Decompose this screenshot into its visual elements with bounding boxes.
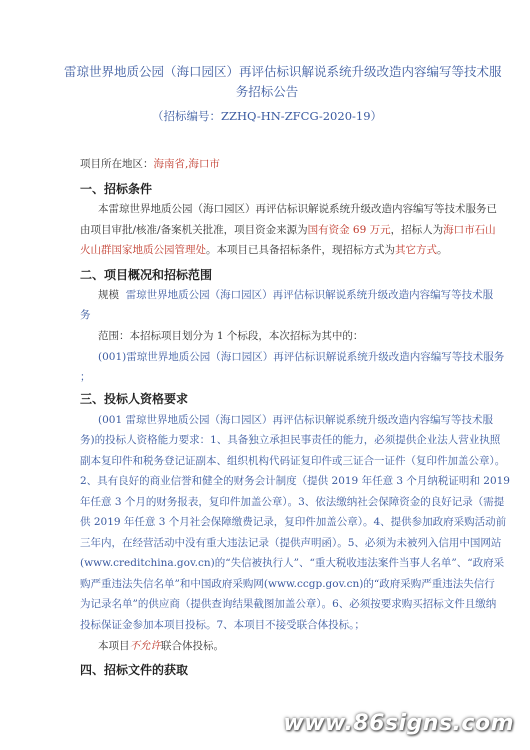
qualification-line: 购严重违法失信名单”和中国政府采购网(www.ccgp.gov.cn)的“政府采购严重违法失信行 (80, 578, 495, 590)
location-label: 项目所在地区： (80, 158, 154, 170)
title-line-1: 雷琼世界地质公园（海口园区）再评估标识解说系统升级改造内容编写等技术服 (64, 64, 502, 79)
tenderer: 海口市石山 (443, 224, 496, 236)
qualification-line: 为记录名单”的供应商（提供查询结果截图加盖公章）。6、必须按要求购买招标文件且缴纳 (80, 598, 497, 610)
qualification-line: (001 雷琼世界地质公园（海口园区）再评估标识解说系统升级改造内容编写等技术服 (98, 414, 493, 426)
consortium-text: 本项目 (98, 640, 130, 652)
bid-method: 其它方式 (395, 244, 437, 256)
consortium-note (98, 638, 224, 653)
s1-text: ，招标人为 (390, 224, 444, 236)
s2-scale-cont: 务 (80, 309, 91, 321)
title-line-2: 务招标公告 (235, 84, 299, 99)
announcement-title (64, 62, 502, 126)
tenderer-cont: 火山群国家地质公园管理处 (80, 244, 206, 256)
s2-scope-line: 范围：本招标项目划分为 1 个标段，本次招标为其中的： (98, 330, 364, 342)
s1-text: 由项目审批/核准/备案机关批准，项目资金来源为 (80, 224, 308, 236)
s1-line-1: 本雷琼世界地质公园（海口园区）再评估标识解说系统升级改造内容编写等技术服务已 (98, 203, 497, 215)
site-watermark: www.86signs.com (283, 711, 514, 736)
qualification-line: 投标保证金参加本项目投标。7、本项目不接受联合体投标。； (80, 619, 365, 631)
location-value: 海南省,海口市 (153, 158, 220, 170)
qualification-line: 务)的投标人资格能力要求：1、具备独立承担民事责任的能力，必须提供企业法人营业执照 (80, 434, 501, 446)
s2-scale-line (98, 287, 493, 302)
qualification-line: 三年内，在经营活动中没有重大违法记录（提供声明函）。5、必须为未被列入信用中国网站 (80, 537, 502, 549)
scale-value: 雷琼世界地质公园（海口园区）再评估标识解说系统升级改造内容编写等技术服 (125, 289, 494, 301)
section-2-heading: 二、项目概况和招标范围 (80, 268, 213, 282)
s1-text: 。本项目已具备招标条件，现招标方式为 (206, 244, 395, 256)
qualification-line: 供 2019 年任意 3 个月社会保障缴费记录，复印件加盖公章）。4、提供参加政府采购活动前 (80, 516, 507, 528)
s1-line-2 (80, 222, 496, 237)
bid-number: （招标编号：ZZHQ-HN-ZFCG-2020-19） (151, 109, 383, 123)
qualification-line: (www.creditchina.gov.cn)的“失信被执行人”、“重大税收违法案件当事人名单”、“政府采 (80, 557, 505, 569)
s1-line-3 (80, 242, 448, 257)
qualification-line: 副本复印件和税务登记证副本、组织机构代码证复印件或三证合一证件（复印件加盖公章）。 (80, 455, 506, 467)
scale-label: 规模 (98, 289, 119, 301)
section-3-heading: 三、投标人资格要求 (80, 392, 189, 406)
qualification-line: 年任意 3 个月的财务报表，复印件加盖公章）。3、依法缴纳社会保障资金的良好记录（需提 (80, 496, 505, 508)
funding-source: 国有资金 69 万元 (307, 224, 391, 236)
section-4-heading: 四、招标文件的获取 (80, 663, 189, 677)
consortium-value: 不允许 (129, 640, 161, 652)
s2-lot-end: ； (80, 371, 91, 383)
s1-text: 。 (437, 244, 448, 256)
section-1-heading: 一、招标条件 (80, 182, 153, 196)
s2-lot-line: (001)雷琼世界地质公园（海口园区）再评估标识解说系统升级改造内容编写等技术服务 (98, 351, 505, 363)
project-location (80, 156, 220, 171)
qualification-line: 2、具有良好的商业信誉和健全的财务会计制度（提供 2019 年任意 3 个月纳税证明和 2019 (80, 475, 510, 487)
consortium-text: 联合体投标。 (161, 640, 224, 652)
